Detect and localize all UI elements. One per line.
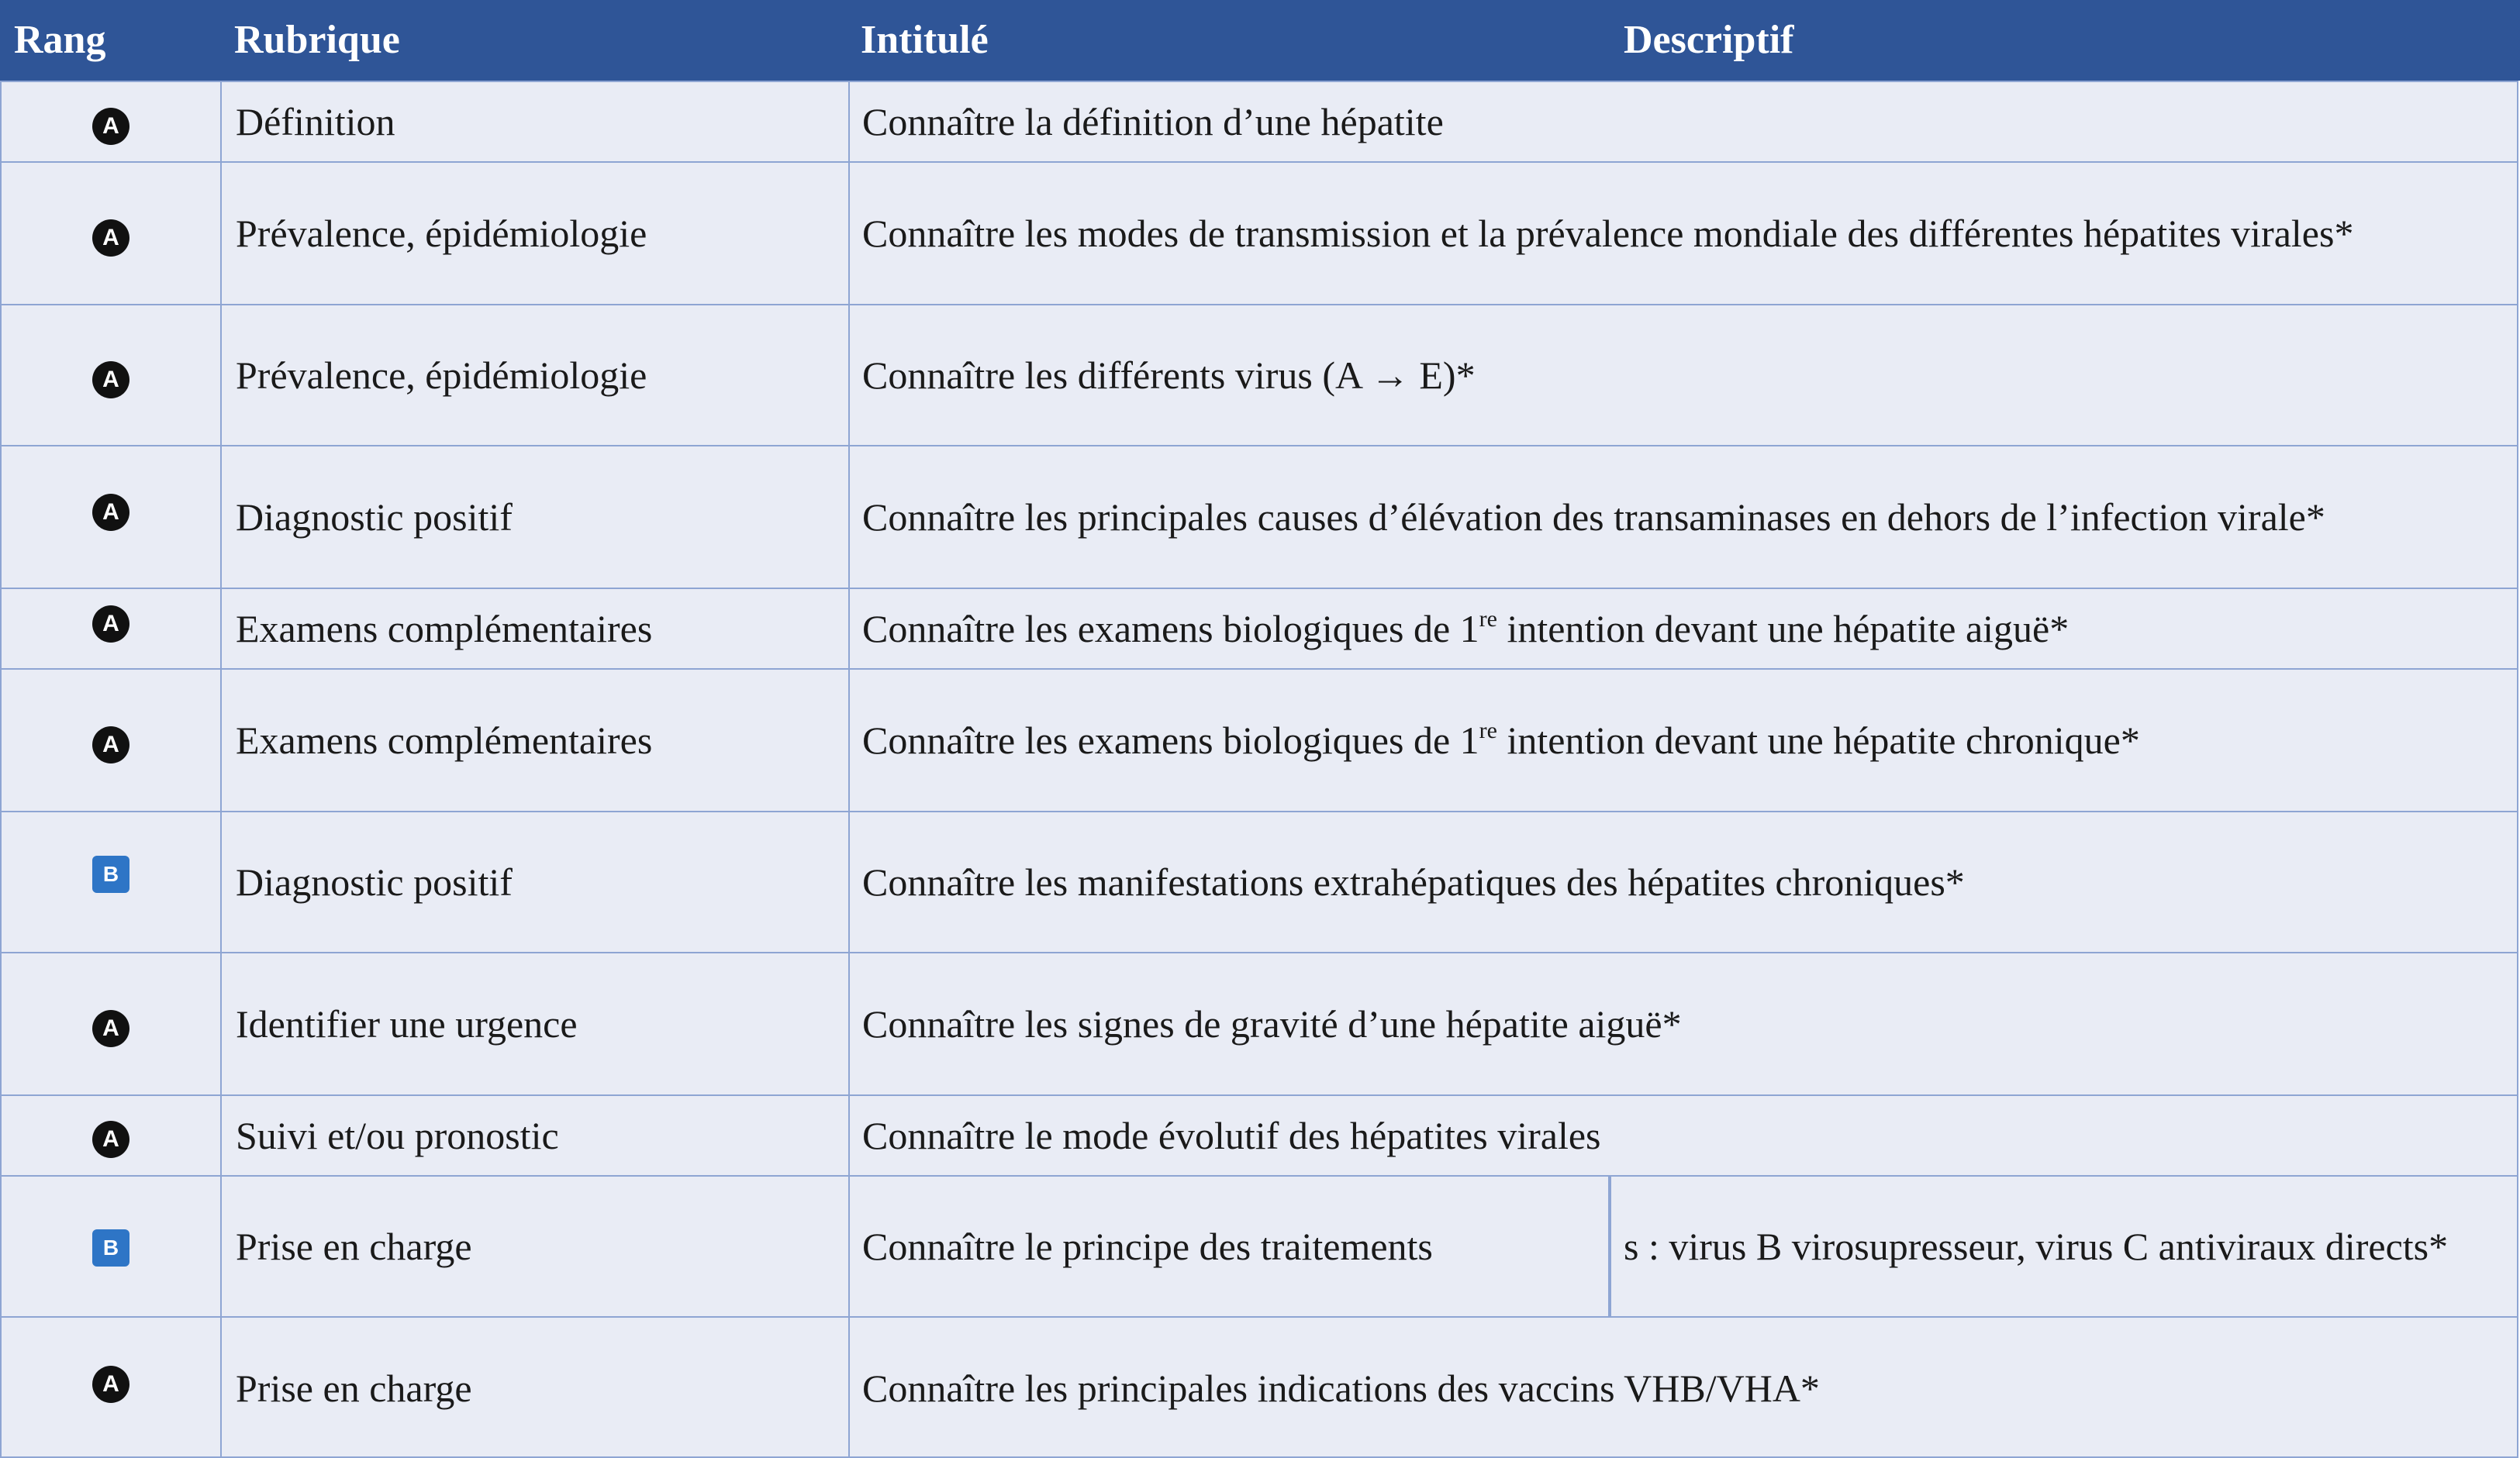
intitule-text: intention devant une hépatite aiguë*	[1496, 607, 2070, 650]
rubrique-cell: Prise en charge	[220, 1177, 848, 1316]
table-row	[0, 668, 2518, 811]
intitule-text: intention devant une hépatite chronique*	[1496, 719, 2140, 762]
intitule-text: Connaître les examens biologiques de 1	[862, 719, 1479, 762]
rang-cell	[0, 82, 220, 161]
rank-a-badge: A	[92, 1010, 129, 1047]
table-row	[0, 445, 2518, 588]
rank-b-badge: B	[92, 1229, 129, 1267]
rang-cell	[0, 305, 220, 445]
intitule-cell: Connaître les principales indications des vaccins VHB/VHA*	[848, 1318, 2518, 1458]
rank-a-badge: A	[92, 726, 129, 763]
intitule-cell: Connaître le mode évolutif des hépatites virales	[848, 1096, 2518, 1175]
table-row	[0, 588, 2518, 668]
rank-b-badge: B	[92, 856, 129, 893]
table-row	[0, 161, 2518, 304]
intitule-cell: Connaître les modes de transmission et la prévalence mondiale des différentes hépatites virales*	[848, 163, 2518, 304]
intitule-cell	[848, 670, 2518, 811]
rang-cell	[0, 670, 220, 811]
rubrique-cell: Prévalence, épidémiologie	[220, 305, 848, 445]
rubrique-cell: Examens complémentaires	[220, 670, 848, 811]
intitule-cell	[848, 589, 2518, 668]
rank-a-badge: A	[92, 1121, 129, 1158]
rubrique-cell: Identifier une urgence	[220, 953, 848, 1094]
rank-a-badge: A	[92, 494, 129, 531]
intitule-cell: Connaître la définition d’une hépatite	[848, 82, 2518, 161]
rubrique-cell: Examens complémentaires	[220, 589, 848, 668]
rubrique-cell: Prévalence, épidémiologie	[220, 163, 848, 304]
intitule-cell: Connaître les manifestations extrahépatiques des hépatites chroniques*	[848, 812, 2518, 952]
table-row	[0, 1316, 2518, 1458]
rang-cell	[0, 1318, 220, 1458]
intitule-cell: Connaître les principales causes d’élévation des transaminases en dehors de l’infection virale*	[848, 446, 2518, 588]
rang-cell	[0, 1096, 220, 1175]
rang-cell	[0, 812, 220, 952]
rang-cell	[0, 589, 220, 668]
header-rubrique: Rubrique	[234, 18, 400, 62]
intitule-cell: Connaître les signes de gravité d’une hépatite aiguë*	[848, 953, 2518, 1094]
rank-a-badge: A	[92, 108, 129, 145]
ordinal-superscript: re	[1479, 606, 1497, 632]
rang-cell	[0, 446, 220, 588]
rank-a-badge: A	[92, 361, 129, 398]
descriptif-cell: s : virus B virosupresseur, virus C antiviraux directs*	[1610, 1177, 2518, 1316]
intitule-cell: Connaître les différents virus (A → E)*	[848, 305, 2518, 445]
header-rang: Rang	[14, 18, 106, 62]
rank-a-badge: A	[92, 605, 129, 643]
rang-cell	[0, 1177, 220, 1316]
rubrique-cell: Définition	[220, 82, 848, 161]
rubrique-cell: Suivi et/ou pronostic	[220, 1096, 848, 1175]
table-row	[0, 81, 2518, 161]
intitule-cell: Connaître le principe des traitements	[848, 1177, 1610, 1316]
table-row	[0, 1175, 2518, 1316]
rank-a-badge: A	[92, 1366, 129, 1403]
table-row	[0, 1094, 2518, 1175]
header-descriptif: Descriptif	[1624, 18, 1794, 62]
table-row	[0, 952, 2518, 1094]
header-intitule: Intitulé	[861, 18, 989, 62]
rubrique-cell: Diagnostic positif	[220, 812, 848, 952]
intitule-text: Connaître les examens biologiques de 1	[862, 607, 1479, 650]
rubrique-cell: Prise en charge	[220, 1318, 848, 1458]
ordinal-superscript: re	[1479, 718, 1497, 743]
table-row	[0, 304, 2518, 445]
rubrique-cell: Diagnostic positif	[220, 446, 848, 588]
table-header	[0, 0, 2520, 81]
rang-cell	[0, 953, 220, 1094]
rang-cell	[0, 163, 220, 304]
table-row	[0, 811, 2518, 952]
rank-a-badge: A	[92, 219, 129, 257]
